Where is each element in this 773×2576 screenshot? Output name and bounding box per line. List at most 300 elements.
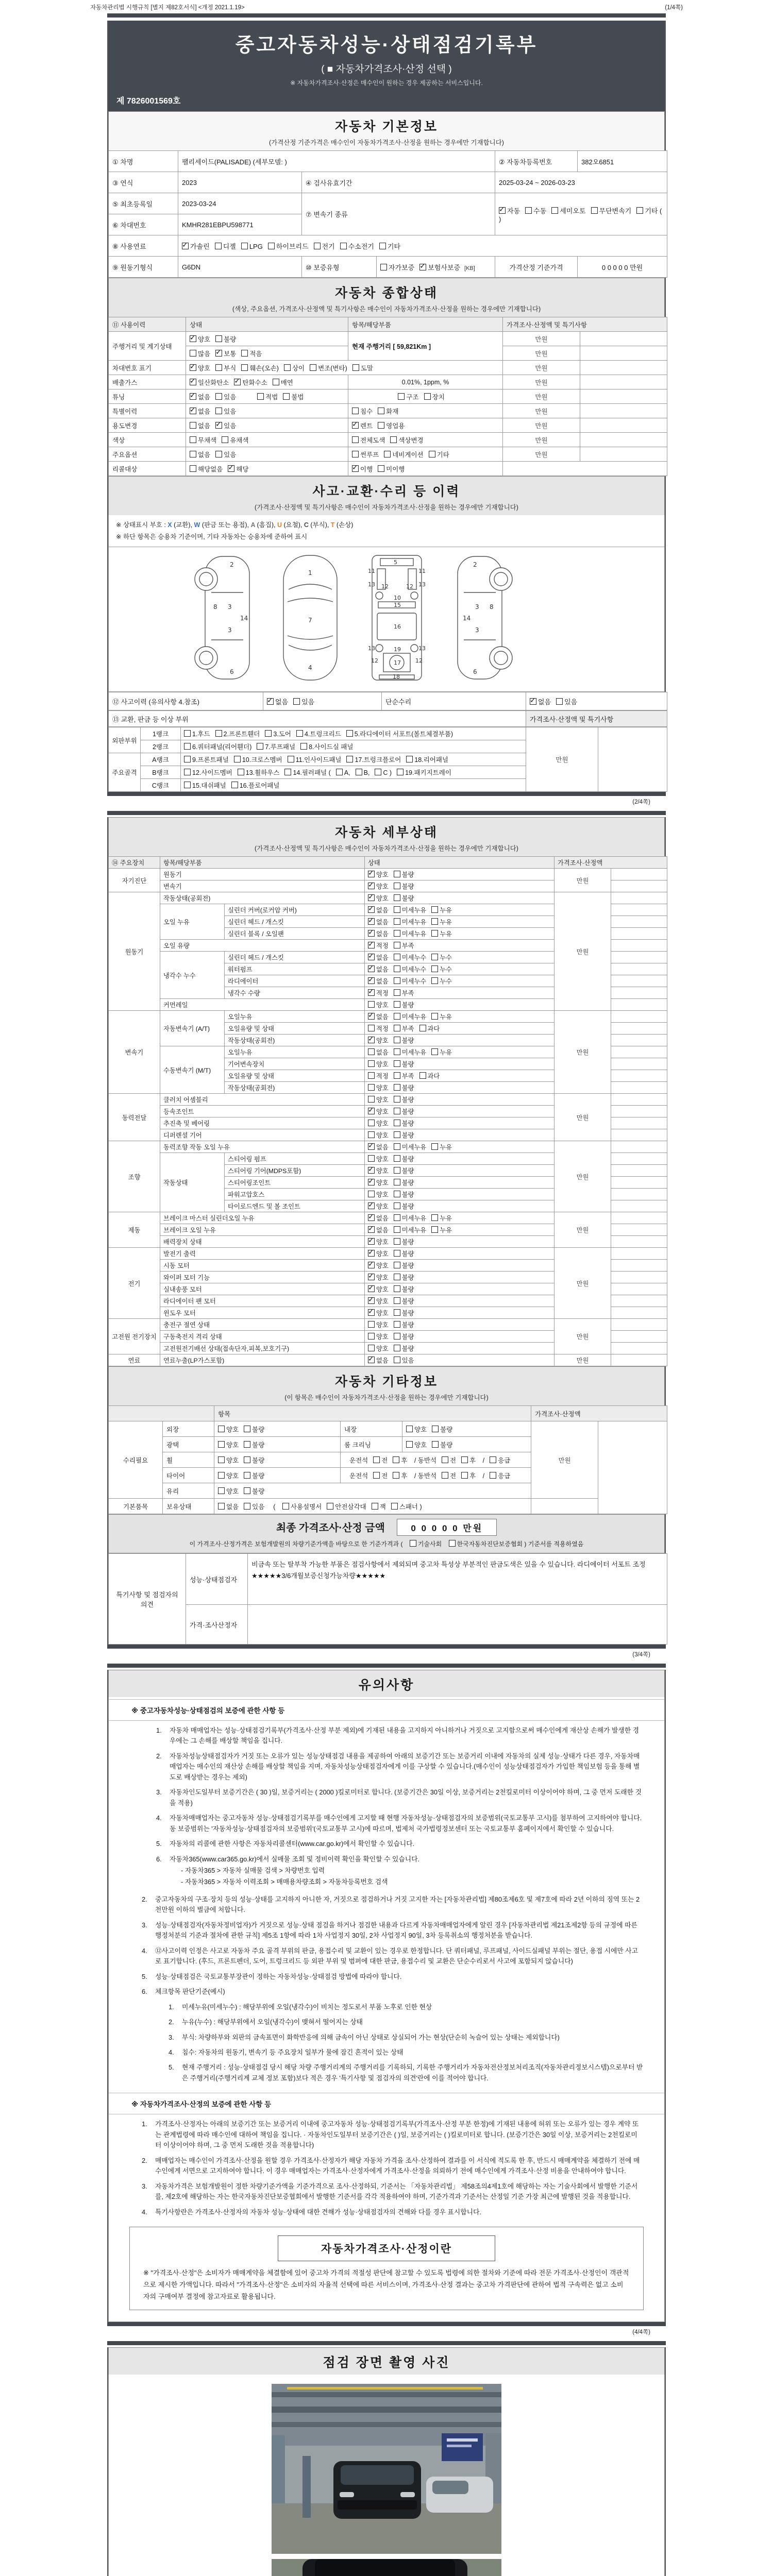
cell bbox=[611, 1106, 667, 1117]
checkbox-없음[interactable] bbox=[368, 1357, 375, 1363]
checkbox-불량[interactable] bbox=[394, 1262, 400, 1268]
checkbox-미세누유[interactable] bbox=[394, 918, 400, 925]
checkbox-있음[interactable] bbox=[215, 408, 222, 414]
checkbox-양호[interactable] bbox=[218, 1426, 225, 1432]
checkbox-미세누유[interactable] bbox=[394, 1214, 400, 1221]
cell: 만원 bbox=[554, 1011, 611, 1094]
checkbox-있음[interactable] bbox=[293, 698, 300, 705]
checkbox-없음[interactable] bbox=[218, 1503, 225, 1510]
checkbox-1.후드[interactable] bbox=[184, 730, 191, 737]
checkbox-과다[interactable] bbox=[419, 1025, 426, 1031]
checkbox-누유[interactable] bbox=[431, 1214, 438, 1221]
checkbox-양호[interactable] bbox=[368, 1297, 375, 1304]
checkbox-후[interactable] bbox=[393, 1456, 399, 1463]
cell bbox=[365, 1023, 554, 1035]
checkbox-LPG[interactable] bbox=[241, 243, 248, 249]
checkbox-양호[interactable] bbox=[368, 871, 375, 877]
checkbox-불량[interactable] bbox=[394, 871, 400, 877]
checkbox-없음[interactable] bbox=[267, 698, 274, 705]
checkbox-누유[interactable] bbox=[431, 1143, 438, 1150]
checkbox-없음[interactable] bbox=[368, 1226, 375, 1233]
checkbox-양호[interactable] bbox=[368, 1309, 375, 1316]
cell bbox=[611, 1070, 667, 1082]
checkbox-적정[interactable] bbox=[368, 942, 375, 948]
checkbox-미이행[interactable] bbox=[378, 465, 384, 472]
checkbox-누수[interactable] bbox=[431, 977, 438, 984]
cell bbox=[214, 1468, 341, 1483]
cell bbox=[181, 740, 526, 753]
checkbox-화재[interactable] bbox=[378, 408, 384, 414]
checkbox-prefix bbox=[357, 394, 393, 401]
checkbox-불량[interactable] bbox=[394, 1333, 400, 1340]
cell bbox=[580, 346, 667, 361]
checkbox-label: 기타 bbox=[436, 451, 449, 459]
checkbox-양호[interactable] bbox=[368, 1274, 375, 1280]
checkbox-양호[interactable] bbox=[368, 1191, 375, 1197]
cell: 상태 bbox=[186, 317, 348, 332]
checkbox-상이[interactable] bbox=[284, 364, 291, 371]
checkbox-양호[interactable] bbox=[368, 1131, 375, 1138]
checkbox-적음[interactable] bbox=[241, 350, 248, 357]
checkbox-색상변경[interactable] bbox=[390, 436, 397, 443]
checkbox-없음[interactable] bbox=[368, 1214, 375, 1221]
cell: ⑬ 교환, 판금 등 이상 부위 bbox=[109, 711, 526, 727]
checkbox-불량[interactable] bbox=[244, 1441, 250, 1448]
checkbox-응급[interactable] bbox=[490, 1472, 496, 1479]
checkbox-label: 누수 bbox=[440, 978, 452, 985]
cell: ③ 연식 bbox=[109, 172, 178, 193]
checkbox-매연[interactable] bbox=[273, 379, 279, 385]
checkbox-양호[interactable] bbox=[368, 1285, 375, 1292]
checkbox-부족[interactable] bbox=[394, 1072, 400, 1079]
checkbox-불량[interactable] bbox=[244, 1426, 250, 1432]
checkbox-불량[interactable] bbox=[394, 1191, 400, 1197]
checkbox-불량[interactable] bbox=[394, 1179, 400, 1185]
checkbox-불량[interactable] bbox=[394, 1167, 400, 1174]
checkbox-양호[interactable] bbox=[218, 1441, 225, 1448]
checkbox-누수[interactable] bbox=[431, 954, 438, 960]
checkbox-적법[interactable] bbox=[257, 393, 264, 400]
checkbox-12.사이드멤버[interactable] bbox=[184, 769, 191, 775]
checkbox-불량[interactable] bbox=[394, 1321, 400, 1328]
checkbox-영업용[interactable] bbox=[378, 422, 384, 429]
checkbox-전[interactable] bbox=[373, 1472, 380, 1479]
checkbox-하이브리드[interactable] bbox=[268, 243, 275, 249]
cell: 외장 bbox=[163, 1421, 214, 1437]
checkbox-양호[interactable] bbox=[190, 364, 196, 371]
checkbox-label: 불량 bbox=[401, 1002, 414, 1009]
cell bbox=[365, 1260, 554, 1272]
checkbox-스패너-)[interactable] bbox=[391, 1503, 398, 1510]
checkbox-prefix: ( bbox=[270, 1503, 277, 1511]
checkbox-3.도어[interactable] bbox=[265, 730, 272, 737]
checkbox-미세누유[interactable] bbox=[394, 1013, 400, 1020]
checkbox-네비게이션[interactable] bbox=[384, 451, 391, 457]
checkbox-전[interactable] bbox=[442, 1456, 448, 1463]
checkbox-label: 없음 bbox=[198, 393, 211, 401]
cell: 단순수리 bbox=[382, 692, 526, 710]
checkbox-도말[interactable] bbox=[352, 364, 359, 371]
checkbox-미세누수[interactable] bbox=[394, 954, 400, 960]
checkbox-변조(변타)[interactable] bbox=[310, 364, 316, 371]
checkbox-11.인사이드패널[interactable] bbox=[288, 756, 294, 762]
checkbox-label: 6.쿼터패널(리어휀더) bbox=[192, 743, 252, 751]
checkbox-15.대쉬패널[interactable] bbox=[184, 782, 191, 788]
svg-text:12: 12 bbox=[371, 657, 378, 664]
checkbox-label: 양호 bbox=[376, 1096, 389, 1104]
cell bbox=[611, 1189, 667, 1200]
checkbox-양호[interactable] bbox=[368, 883, 375, 889]
checkbox-6.쿼터패널(리어휀더)[interactable] bbox=[184, 743, 191, 750]
checkbox-9.프론트패널[interactable] bbox=[184, 756, 191, 762]
checkbox-과다[interactable] bbox=[419, 1072, 426, 1079]
cell bbox=[365, 1236, 554, 1248]
checkbox-적정[interactable] bbox=[368, 989, 375, 996]
checkbox-자가보증[interactable] bbox=[380, 264, 387, 270]
checkbox-label: 14.필러패널 ( bbox=[293, 769, 331, 776]
checkbox-양호[interactable] bbox=[368, 1345, 375, 1351]
checkbox-14.필러패널-([interactable] bbox=[284, 769, 291, 775]
checkbox-양호[interactable] bbox=[368, 1179, 375, 1185]
checkbox-label: 양호 bbox=[376, 1262, 389, 1269]
notice-item: 3. 부식: 차량하부와 외판의 금속표면이 화학반응에 의해 금속이 아닌 상태로 상실되어 가는 현상(단순히 녹슬어 있는 상태는 제외합니다) bbox=[169, 2033, 560, 2041]
cell bbox=[365, 1046, 554, 1058]
cell: 연료누출(LP가스포함) bbox=[160, 1354, 365, 1366]
checkbox-침수[interactable] bbox=[352, 408, 359, 414]
checkbox-부족[interactable] bbox=[394, 942, 400, 948]
checkbox-양호[interactable] bbox=[406, 1441, 413, 1448]
table-row bbox=[109, 857, 667, 869]
checkbox-누수[interactable] bbox=[431, 965, 438, 972]
checkbox-있음[interactable] bbox=[215, 451, 222, 457]
checkbox-있음[interactable] bbox=[215, 393, 222, 400]
checkbox-양호[interactable] bbox=[190, 335, 196, 342]
checkbox-A,[interactable] bbox=[336, 769, 343, 775]
checkbox-label: 미이행 bbox=[386, 465, 405, 473]
checkbox-렌트[interactable] bbox=[352, 422, 359, 429]
checkbox-가솔린[interactable] bbox=[182, 243, 189, 249]
svg-text:6: 6 bbox=[473, 668, 477, 675]
checkbox-2.프론트휀더[interactable] bbox=[215, 730, 222, 737]
checkbox-양호[interactable] bbox=[368, 1250, 375, 1257]
checkbox-누유[interactable] bbox=[431, 906, 438, 913]
checkbox-불량[interactable] bbox=[394, 1120, 400, 1126]
checkbox-없음[interactable] bbox=[368, 1013, 375, 1020]
cell: 주요옵션 bbox=[109, 447, 186, 462]
checkbox-prefix: / bbox=[481, 1472, 485, 1480]
checkbox-해당[interactable] bbox=[228, 465, 234, 472]
checkbox-없음[interactable] bbox=[190, 422, 196, 429]
checkbox-양호[interactable] bbox=[368, 1060, 375, 1067]
checkbox-불량[interactable] bbox=[394, 1131, 400, 1138]
checkbox-양호[interactable] bbox=[218, 1456, 225, 1463]
checkbox-10.크로스멤버[interactable] bbox=[234, 756, 241, 762]
checkbox-미세누유[interactable] bbox=[394, 1143, 400, 1150]
checkbox-전체도색[interactable] bbox=[352, 436, 359, 443]
checkbox-없음[interactable] bbox=[190, 393, 196, 400]
cell bbox=[402, 1421, 531, 1437]
checkbox-수소전기[interactable] bbox=[340, 243, 347, 249]
checkbox-썬루프[interactable] bbox=[352, 451, 359, 457]
checkbox-불량[interactable] bbox=[394, 1297, 400, 1304]
checkbox-불량[interactable] bbox=[394, 883, 400, 889]
checkbox-전기[interactable] bbox=[314, 243, 321, 249]
cell bbox=[348, 389, 503, 404]
cell bbox=[365, 1058, 554, 1070]
checkbox-label: 영업용 bbox=[386, 422, 405, 430]
cell: 만원 bbox=[503, 346, 580, 361]
checkbox-이행[interactable] bbox=[352, 465, 359, 472]
table-row bbox=[109, 235, 667, 257]
checkbox-label: 불량 bbox=[401, 1250, 414, 1258]
checkbox-있음[interactable] bbox=[215, 422, 222, 429]
checkbox-후[interactable] bbox=[461, 1472, 468, 1479]
checkbox-양호[interactable] bbox=[368, 1084, 375, 1091]
checkbox-불량[interactable] bbox=[394, 1285, 400, 1292]
checkbox-세미오토[interactable] bbox=[551, 207, 558, 214]
checkbox-label: 8.사이드실 패널 bbox=[309, 743, 354, 751]
checkbox-16.플로어패널[interactable] bbox=[231, 782, 238, 788]
checkbox-불량[interactable] bbox=[394, 1202, 400, 1209]
svg-text:13: 13 bbox=[368, 645, 375, 652]
cell: 작동상태(공회전) bbox=[225, 1082, 365, 1094]
cell: G6DN bbox=[178, 257, 302, 278]
checkbox-7.루프패널[interactable] bbox=[257, 743, 263, 750]
checkbox-label: 무단변속기 bbox=[599, 207, 632, 215]
checkbox-불량[interactable] bbox=[244, 1472, 250, 1479]
checkbox-많음[interactable] bbox=[190, 350, 196, 357]
cell: 리콜대상 bbox=[109, 462, 186, 476]
checkbox-있음[interactable] bbox=[244, 1503, 250, 1510]
checkbox-없음[interactable] bbox=[368, 906, 375, 913]
checkbox-불량[interactable] bbox=[394, 1108, 400, 1114]
checkbox-적정[interactable] bbox=[368, 1025, 375, 1031]
checkbox-불량[interactable] bbox=[394, 1155, 400, 1162]
state-code-X: X bbox=[167, 521, 174, 529]
checkbox-없음[interactable] bbox=[530, 698, 536, 705]
checkbox-19.패키지트레이[interactable] bbox=[397, 769, 404, 775]
checkbox-양호[interactable] bbox=[368, 1321, 375, 1328]
checkbox-17.트렁크플로어[interactable] bbox=[346, 756, 353, 762]
checkbox-사용설명서[interactable] bbox=[282, 1503, 289, 1510]
checkbox-label: 미세누수 bbox=[401, 978, 427, 985]
checkbox-불법[interactable] bbox=[283, 393, 290, 400]
page-top-bar bbox=[107, 1664, 666, 1668]
checkbox-안전삼각대[interactable] bbox=[327, 1503, 333, 1510]
checkbox-적정[interactable] bbox=[368, 1072, 375, 1079]
checkbox-전[interactable] bbox=[442, 1472, 448, 1479]
checkbox-전[interactable] bbox=[373, 1456, 380, 1463]
checkbox-한국자동차진단보증협회[interactable] bbox=[449, 1540, 456, 1547]
table-row bbox=[109, 257, 667, 278]
cell: 보유상태 bbox=[163, 1499, 214, 1514]
checkbox-부족[interactable] bbox=[394, 1025, 400, 1031]
checkbox-4.트렁크리드[interactable] bbox=[296, 730, 303, 737]
checkbox-부족[interactable] bbox=[394, 989, 400, 996]
cell bbox=[365, 904, 554, 916]
checkbox-없음[interactable] bbox=[190, 408, 196, 414]
checkbox-양호[interactable] bbox=[368, 1108, 375, 1114]
cell: 클러치 어셈블리 bbox=[160, 1094, 365, 1106]
checkbox-해당없음[interactable] bbox=[190, 465, 196, 472]
checkbox-기타[interactable] bbox=[379, 243, 386, 249]
cell bbox=[580, 418, 667, 433]
checkbox-label: 수소전기 bbox=[348, 242, 374, 250]
checkbox-불량[interactable] bbox=[215, 335, 222, 342]
checkbox-label: 7.루프패널 bbox=[265, 743, 296, 751]
checkbox-미세누유[interactable] bbox=[394, 1048, 400, 1055]
cell: 자가보증 ✓ 보험사보증 [KB] bbox=[377, 257, 495, 278]
svg-text:15: 15 bbox=[394, 602, 401, 608]
cell: 0 0 0 0 0 만원 bbox=[578, 257, 667, 278]
checkbox-누유[interactable] bbox=[431, 1013, 438, 1020]
checkbox-후[interactable] bbox=[461, 1456, 468, 1463]
checkbox-보험사보증[interactable] bbox=[419, 264, 426, 270]
checkbox-양호[interactable] bbox=[368, 1167, 375, 1174]
checkbox-훼손(오손)[interactable] bbox=[241, 364, 248, 371]
checkbox-label: 17.트렁크플로어 bbox=[355, 756, 401, 764]
cell: ① 차명 bbox=[109, 151, 178, 172]
svg-text:11: 11 bbox=[368, 568, 375, 574]
checkbox-B,[interactable] bbox=[356, 769, 362, 775]
checkbox-없음[interactable] bbox=[368, 977, 375, 984]
checkbox-양호[interactable] bbox=[218, 1472, 225, 1479]
checkbox-누유[interactable] bbox=[431, 1048, 438, 1055]
checkbox-무채색[interactable] bbox=[190, 436, 196, 443]
checkbox-없음[interactable] bbox=[368, 918, 375, 925]
checkbox-미세누유[interactable] bbox=[394, 930, 400, 937]
checkbox-18.리어패널[interactable] bbox=[406, 756, 413, 762]
checkbox-prefix: / 동반석 bbox=[412, 1456, 437, 1464]
checkbox-label: 해당없음 bbox=[198, 465, 223, 473]
checkbox-기타-(-)[interactable] bbox=[636, 207, 643, 214]
cell bbox=[611, 1094, 667, 1106]
checkbox-불량[interactable] bbox=[244, 1487, 250, 1494]
checkbox-디젤[interactable] bbox=[215, 243, 222, 249]
checkbox-장치[interactable] bbox=[424, 393, 431, 400]
checkbox-label: 누유 bbox=[440, 1215, 452, 1222]
checkbox-불량[interactable] bbox=[394, 1037, 400, 1043]
checkbox-label: 있음 bbox=[224, 408, 237, 415]
checkbox-미세누수[interactable] bbox=[394, 977, 400, 984]
checkbox-자동[interactable] bbox=[499, 207, 506, 214]
checkbox-불량[interactable] bbox=[432, 1441, 439, 1448]
cell bbox=[611, 952, 667, 963]
checkbox-없음[interactable] bbox=[368, 954, 375, 960]
checkbox-있음[interactable] bbox=[556, 698, 563, 705]
checkbox-label: 안전삼각대 bbox=[335, 1503, 366, 1511]
checkbox-불량[interactable] bbox=[394, 1345, 400, 1351]
checkbox-label: 렌트 bbox=[360, 422, 373, 430]
cell bbox=[598, 727, 667, 792]
checkbox-불량[interactable] bbox=[394, 1060, 400, 1067]
checkbox-label: 1.후드 bbox=[192, 731, 210, 738]
checkbox-불량[interactable] bbox=[394, 1001, 400, 1008]
checkbox-유채색[interactable] bbox=[222, 436, 228, 443]
checkbox-없음[interactable] bbox=[190, 451, 196, 457]
checkbox-불량[interactable] bbox=[432, 1426, 439, 1432]
checkbox-양호[interactable] bbox=[406, 1426, 413, 1432]
checkbox-양호[interactable] bbox=[368, 1120, 375, 1126]
checkbox-양호[interactable] bbox=[368, 1333, 375, 1340]
checkbox-불량[interactable] bbox=[394, 1274, 400, 1280]
checkbox-불량[interactable] bbox=[394, 894, 400, 901]
checkbox-있음[interactable] bbox=[394, 1357, 400, 1363]
checkbox-보통[interactable] bbox=[215, 350, 222, 357]
checkbox-label: 양호 bbox=[376, 1310, 389, 1317]
checkbox-label: 전기 bbox=[322, 242, 335, 250]
table-row bbox=[109, 1554, 667, 1605]
checkbox-불량[interactable] bbox=[394, 1084, 400, 1091]
checkbox-기타[interactable] bbox=[429, 451, 435, 457]
checkbox-label: 누유 bbox=[440, 919, 452, 926]
checkbox-후[interactable] bbox=[393, 1472, 399, 1479]
checkbox-label: 과다 bbox=[427, 1025, 440, 1032]
checkbox-탄화수소[interactable] bbox=[234, 379, 241, 385]
checkbox-13.휠하우스[interactable] bbox=[238, 769, 244, 775]
table-row bbox=[109, 317, 667, 332]
checkbox-부식[interactable] bbox=[215, 364, 222, 371]
checkbox-누유[interactable] bbox=[431, 1226, 438, 1233]
checkbox-미세누수[interactable] bbox=[394, 965, 400, 972]
checkbox-없음[interactable] bbox=[368, 930, 375, 937]
checkbox-불량[interactable] bbox=[244, 1456, 250, 1463]
checkbox-양호[interactable] bbox=[368, 1202, 375, 1209]
checkbox-누유[interactable] bbox=[431, 930, 438, 937]
checkbox-8.사이드실-패널[interactable] bbox=[300, 743, 307, 750]
checkbox-미세누유[interactable] bbox=[394, 906, 400, 913]
checkbox-무단변속기[interactable] bbox=[591, 207, 598, 214]
checkbox-양호[interactable] bbox=[368, 1155, 375, 1162]
checkbox-누유[interactable] bbox=[431, 918, 438, 925]
checkbox-기술사회[interactable] bbox=[410, 1540, 416, 1547]
checkbox-label: 전 bbox=[450, 1472, 457, 1480]
checkbox-label: 과다 bbox=[427, 1073, 440, 1080]
checkbox-5.라디에이터-서포트(볼트체결부품)[interactable] bbox=[346, 730, 353, 737]
checkbox-불량[interactable] bbox=[394, 1096, 400, 1103]
checkbox-없음[interactable] bbox=[368, 965, 375, 972]
checkbox-양호[interactable] bbox=[368, 1001, 375, 1008]
checkbox-양호[interactable] bbox=[368, 1096, 375, 1103]
checkbox-없음[interactable] bbox=[368, 1143, 375, 1150]
checkbox-불량[interactable] bbox=[394, 1238, 400, 1245]
checkbox-수동[interactable] bbox=[525, 207, 532, 214]
checkbox-label: 무채색 bbox=[198, 436, 217, 444]
checkbox-양호[interactable] bbox=[368, 1262, 375, 1268]
checkbox-label: 미세누수 bbox=[401, 954, 427, 961]
checkbox-양호[interactable] bbox=[368, 1037, 375, 1043]
checkbox-불량[interactable] bbox=[394, 1309, 400, 1316]
cell bbox=[611, 1023, 667, 1035]
checkbox-양호[interactable] bbox=[218, 1487, 225, 1494]
section-title: 자동차 종합상태 bbox=[335, 286, 438, 300]
checkbox-일산화탄소[interactable] bbox=[190, 379, 196, 385]
checkbox-양호[interactable] bbox=[368, 1238, 375, 1245]
checkbox-미세누유[interactable] bbox=[394, 1226, 400, 1233]
checkbox-label: 불량 bbox=[401, 1321, 414, 1329]
checkbox-C-)[interactable] bbox=[375, 769, 381, 775]
cell bbox=[611, 916, 667, 928]
checkbox-없음[interactable] bbox=[368, 1048, 375, 1055]
notice-item: 2. 매매업자는 매수인이 가격조사·산정을 원할 경우 가격조사·산정자가 해당 자동차 가격을 조사·산정하여 결과를 이 서식에 적도록 한 후, 반드시 매매계약을 체결하기 전에 매수인에게 서면으로 고지하여야 합니다. 이 경우 매매업자는 가격조사·산정자에게 가격조사·산정을 의뢰하기 전에 매수인에게 가격조사·산정 비용을 안내하여야 합니다. bbox=[142, 2156, 640, 2175]
checkbox-양호[interactable] bbox=[368, 894, 375, 901]
checkbox-잭[interactable] bbox=[372, 1503, 378, 1510]
checkbox-구조[interactable] bbox=[398, 393, 405, 400]
checkbox-label: 누유 bbox=[440, 1049, 452, 1056]
checkbox-label: 양호 bbox=[376, 1167, 389, 1175]
checkbox-응급[interactable] bbox=[490, 1456, 496, 1463]
checkbox-불량[interactable] bbox=[394, 1250, 400, 1257]
